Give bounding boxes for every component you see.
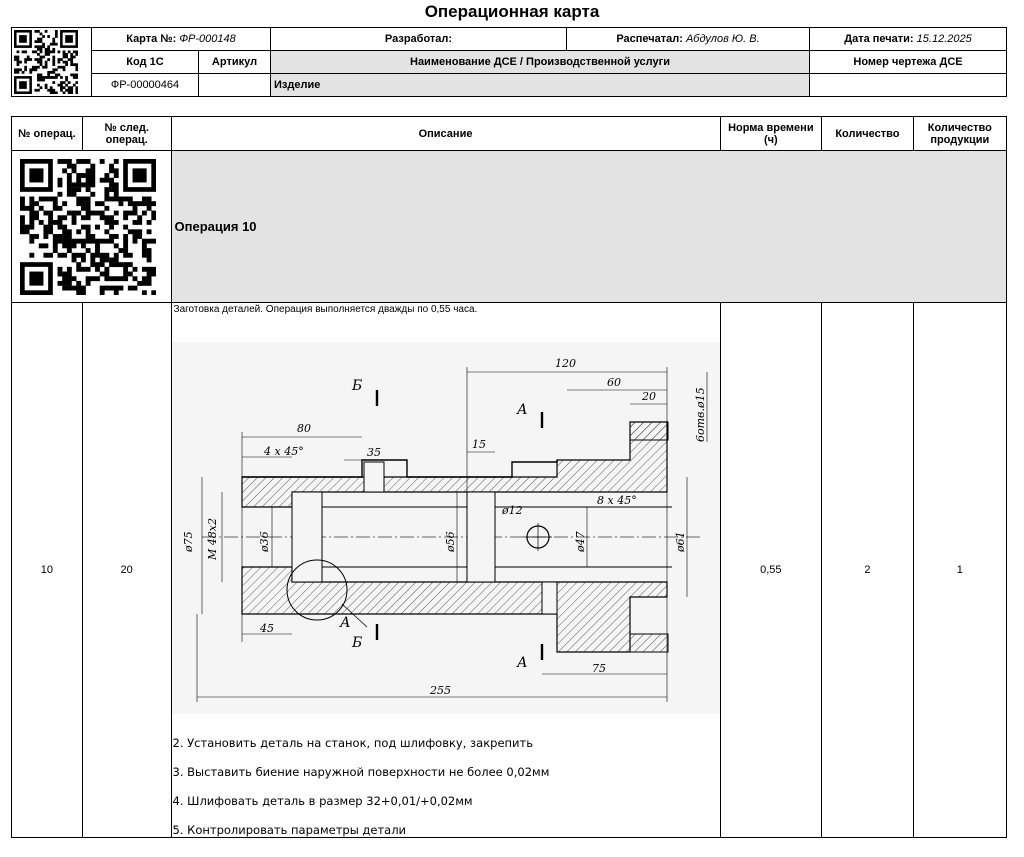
print-date-label: Дата печати: (844, 33, 914, 45)
section-a-top: А (516, 402, 528, 418)
print-date-value: 15.12.2025 (916, 33, 972, 45)
dim-15: 15 (471, 438, 486, 451)
col-description: Описание (171, 117, 720, 151)
step-3: 3. Выставить биение наружной поверхности не более 0,02мм (172, 765, 550, 779)
operation-qr-cell (12, 151, 172, 303)
step-4: 4. Шлифовать деталь в размер 32+0,01/+0,02мм (172, 794, 473, 808)
dim-d36: ø36 (257, 531, 271, 552)
dim-45: 45 (259, 622, 274, 635)
header-table (11, 27, 1007, 97)
dim-35: 35 (366, 446, 381, 459)
operation-heading: Операция 10 (171, 151, 1006, 303)
operation-qr-code (20, 159, 156, 295)
name-label: Наименование ДСЕ / Производственной услуги (271, 51, 810, 74)
step-2: 2. Установить деталь на станок, под шлифовку, закрепить (172, 736, 534, 750)
section-b-top: Б (351, 378, 362, 394)
header-qr-code (14, 30, 78, 94)
row-next-op: 20 (82, 303, 171, 838)
operation-row (12, 303, 1007, 838)
section-a-bottom: А (516, 655, 528, 671)
header-qr-cell (12, 28, 92, 97)
dim-120: 120 (554, 357, 576, 370)
dim-d12: ø12 (501, 504, 523, 517)
card-label: Карта №: (126, 33, 177, 45)
dim-8x45: 8 x 45° (596, 494, 637, 507)
technical-drawing (172, 342, 720, 714)
col-op-no: № операц. (12, 117, 83, 151)
dim-m48: M 48x2 (205, 518, 219, 560)
dim-255: 255 (429, 684, 451, 697)
drawing-no-value (810, 74, 1007, 97)
row-quantity: 2 (822, 303, 913, 838)
dim-60: 60 (606, 376, 621, 389)
printed-label: Распечатал: (616, 33, 683, 45)
row-product-quantity: 1 (913, 303, 1006, 838)
dim-d47: ø47 (573, 531, 587, 552)
operations-table (11, 116, 1007, 838)
card-number: ФР-000148 (179, 33, 236, 45)
dim-80: 80 (296, 422, 311, 435)
col-quantity: Количество (822, 117, 913, 151)
drawing-no-label: Номер чертежа ДСЕ (810, 51, 1007, 74)
printed-value: Абдулов Ю. В. (685, 33, 760, 45)
operation-heading-row (12, 151, 1007, 303)
row-time-norm: 0,55 (720, 303, 822, 838)
code1c-value: ФР-00000464 (92, 74, 199, 97)
row-op-no: 10 (12, 303, 83, 838)
dim-d56: ø56 (443, 531, 457, 552)
detail-a-label: А (339, 615, 351, 631)
dim-20: 20 (641, 390, 656, 403)
row-description (171, 303, 720, 838)
developed-label: Разработал: (271, 28, 567, 51)
article-value (199, 74, 271, 97)
name-value: Изделие (271, 74, 810, 97)
col-next-op: № след. операц. (82, 117, 171, 151)
dim-d61: ø61 (673, 531, 687, 552)
step-5: 5. Контролировать параметры детали (172, 823, 407, 837)
row-note: Заготовка деталей. Операция выполняется дважды по 0,55 часа. (173, 304, 478, 315)
steps-list (172, 714, 720, 837)
article-label: Артикул (199, 51, 271, 74)
page-title: Операционная карта (424, 2, 600, 21)
col-time-norm: Норма времени (ч) (720, 117, 822, 151)
dim-d75: ø75 (181, 531, 195, 552)
col-product-quantity: Количество продукции (913, 117, 1006, 151)
section-b-bottom: Б (351, 635, 362, 651)
dim-4x45: 4 x 45° (263, 445, 304, 458)
dim-6otv: 6отв.ø15 (693, 387, 707, 442)
dim-75: 75 (591, 662, 606, 675)
code1c-label: Код 1С (92, 51, 199, 74)
